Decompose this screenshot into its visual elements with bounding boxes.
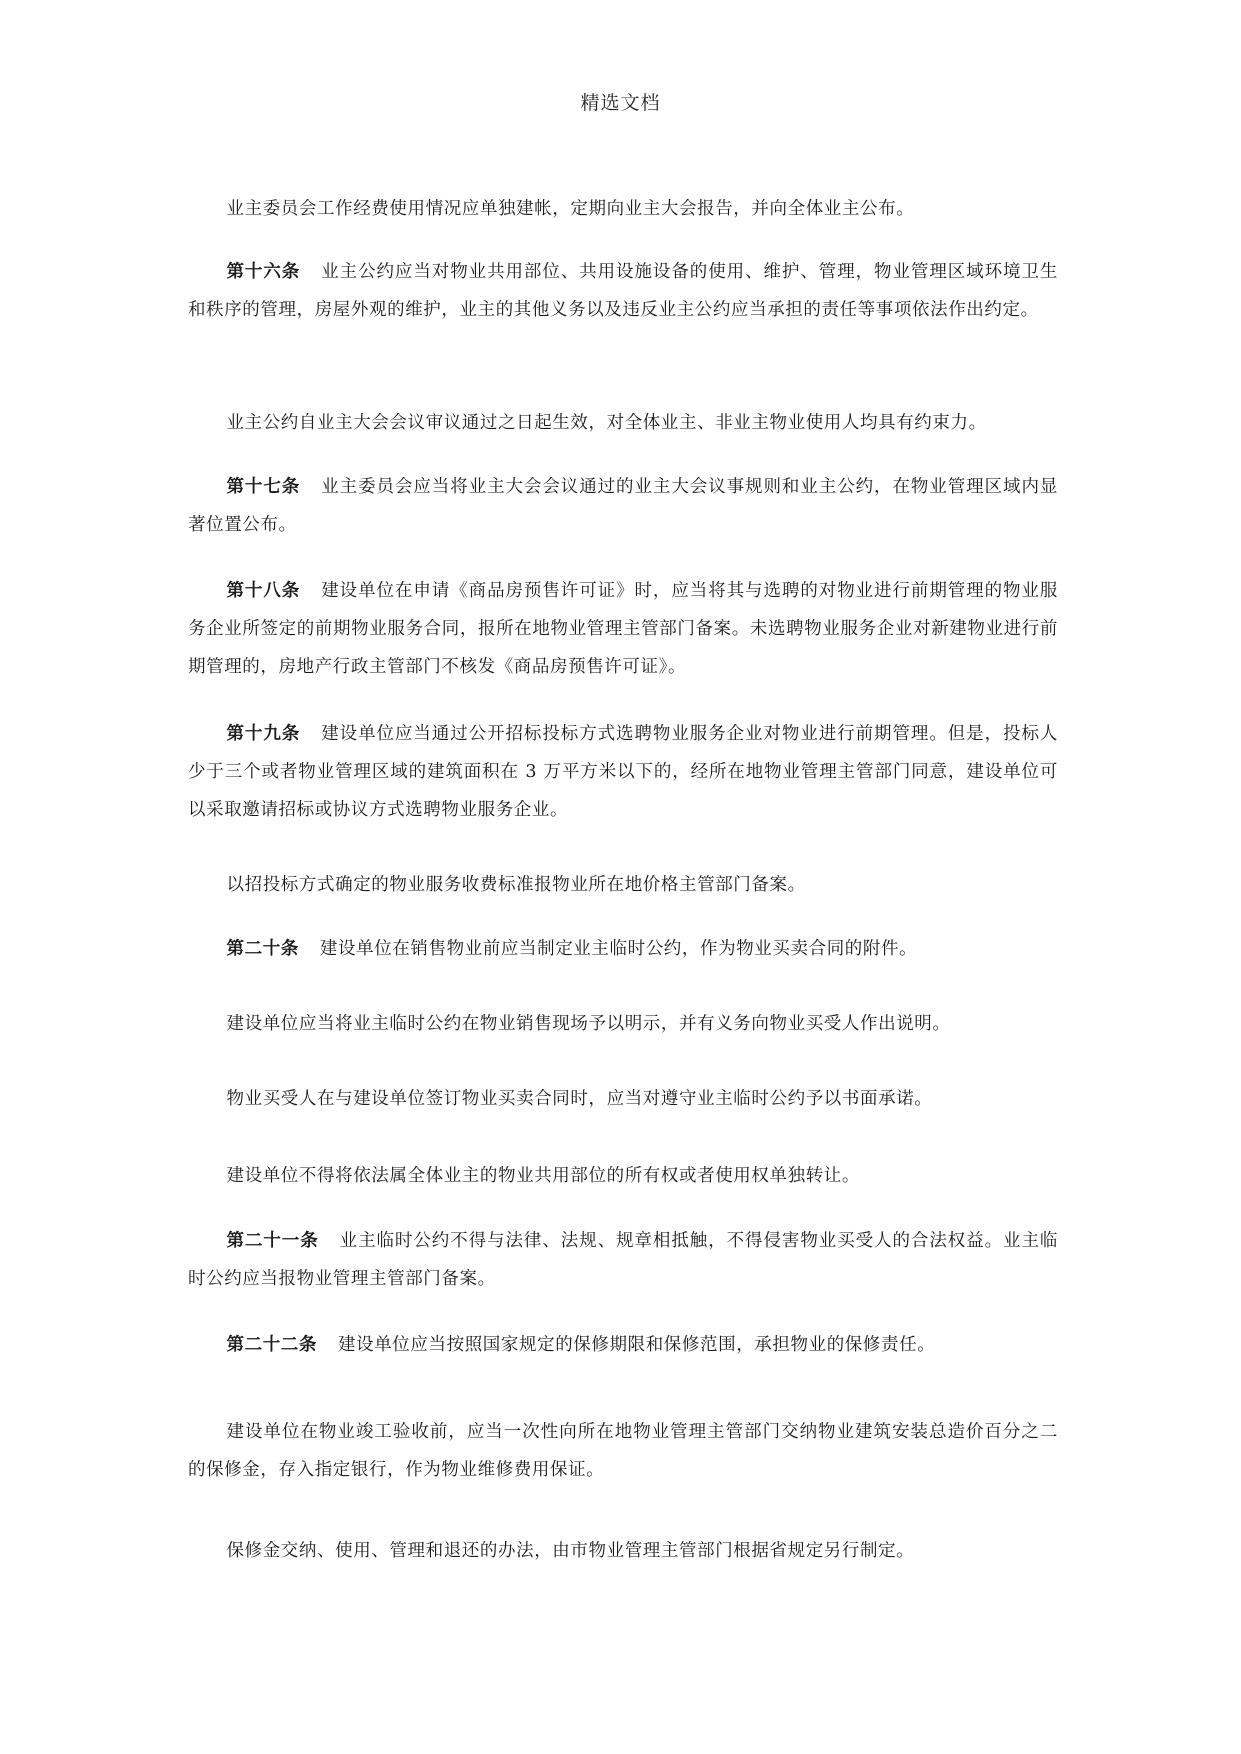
page-header: 精选文档 — [580, 92, 661, 114]
paragraph — [188, 404, 1058, 442]
paragraph — [188, 1413, 1058, 1489]
paragraph-text: 业主公约应当对物业共用部位、共用设施设备的使用、维护、管理，物业管理区域环境卫生和秩序的管理，房屋外观的维护，业主的其他义务以及违反业主公约应当承担的责任等事项依法作出约定。 — [188, 262, 1058, 320]
paragraph-text: 建设单位在物业竣工验收前，应当一次性向所在地物业管理主管部门交纳物业建筑安装总造价百分之二的保修金，存入指定银行，作为物业维修费用保证。 — [188, 1422, 1058, 1480]
paragraph — [188, 1157, 1058, 1195]
paragraph — [188, 1326, 1058, 1364]
paragraph — [188, 930, 1058, 968]
paragraph-text: 业主委员会应当将业主大会会议通过的业主大会议事规则和业主公约，在物业管理区域内显著位置公布。 — [188, 477, 1058, 535]
paragraph — [188, 1080, 1058, 1118]
paragraph — [188, 468, 1058, 544]
paragraph-text: 建设单位应当将业主临时公约在物业销售现场予以明示，并有义务向物业买受人作出说明。 — [226, 1014, 951, 1034]
article-number: 第二十一条 — [226, 1231, 319, 1251]
paragraph-text: 业主委员会工作经费使用情况应单独建帐，定期向业主大会报告，并向全体业主公布。 — [226, 199, 915, 219]
paragraph-text: 物业买受人在与建设单位签订物业买卖合同时，应当对遵守业主临时公约予以书面承诺。 — [226, 1089, 933, 1109]
paragraph — [188, 1222, 1058, 1298]
article-number: 第二十条 — [226, 939, 299, 959]
paragraph — [188, 1532, 1058, 1570]
paragraph-text: 业主公约自业主大会会议审议通过之日起生效，对全体业主、非业主物业使用人均具有约束力。 — [226, 413, 987, 433]
paragraph — [188, 572, 1058, 686]
paragraph — [188, 190, 1058, 228]
paragraph — [188, 1005, 1058, 1043]
article-number: 第二十二条 — [226, 1335, 317, 1355]
paragraph — [188, 866, 1058, 904]
paragraph-text: 建设单位应当按照国家规定的保修期限和保修范围，承担物业的保修责任。 — [338, 1335, 936, 1355]
paragraph-text: 建设单位在申请《商品房预售许可证》时，应当将其与选聘的对物业进行前期管理的物业服务企业所签定的前期物业服务合同，报所在地物业管理主管部门备案。未选聘物业服务企业对新建物业进行前期管理的，房地产行政主管部门不核发《商品房预售许可证》。 — [188, 581, 1058, 677]
paragraph-text: 业主临时公约不得与法律、法规、规章相抵触，不得侵害物业买受人的合法权益。业主临时公约应当报物业管理主管部门备案。 — [188, 1231, 1058, 1289]
article-number: 第十七条 — [226, 477, 301, 497]
paragraph-text: 建设单位不得将依法属全体业主的物业共用部位的所有权或者使用权单独转让。 — [226, 1166, 860, 1186]
paragraph — [188, 715, 1058, 829]
paragraph — [188, 253, 1058, 329]
article-number: 第十六条 — [226, 262, 301, 282]
paragraph-text: 建设单位在销售物业前应当制定业主临时公约，作为物业买卖合同的附件。 — [319, 939, 918, 959]
paragraph-text: 保修金交纳、使用、管理和退还的办法，由市物业管理主管部门根据省规定另行制定。 — [226, 1541, 915, 1561]
article-number: 第十八条 — [226, 581, 301, 601]
paragraph-text: 以招投标方式确定的物业服务收费标准报物业所在地价格主管部门备案。 — [226, 875, 806, 895]
article-number: 第十九条 — [226, 724, 301, 744]
paragraph-text: 建设单位应当通过公开招标投标方式选聘物业服务企业对物业进行前期管理。但是，投标人少于三个或者物业管理区域的建筑面积在 3 万平方米以下的，经所在地物业管理主管部门同意，建设单位可以采取邀请招标或协议方式选聘物业服务企业。 — [188, 724, 1058, 820]
